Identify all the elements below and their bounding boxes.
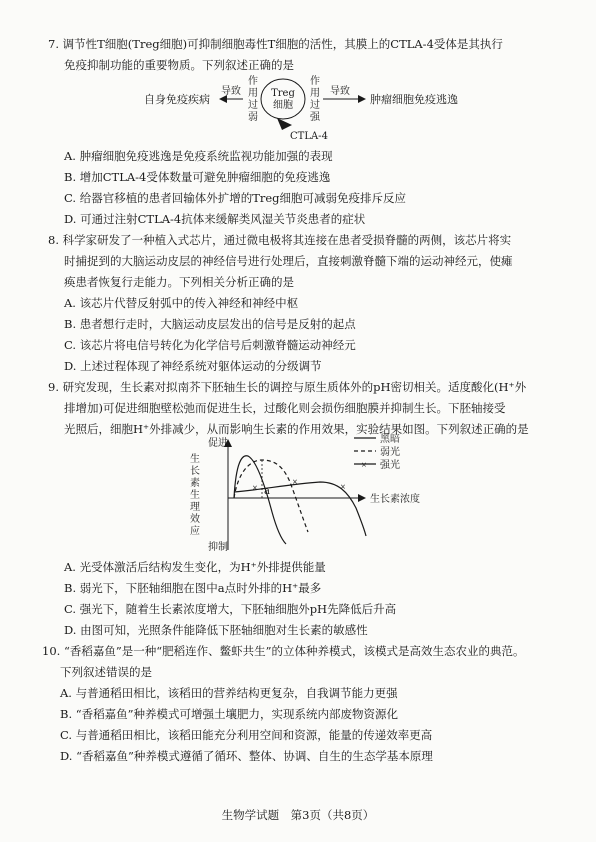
legend-weak-label: 弱光 bbox=[380, 447, 400, 458]
y-axis-char-7: 应 bbox=[190, 526, 200, 537]
q8-stem-line-3: 痪患者恢复行走能力。下列相关分析正确的是 bbox=[64, 275, 294, 289]
right-vertical-3: 过 bbox=[310, 100, 320, 111]
auxin-effect-chart bbox=[180, 432, 440, 557]
treg-cell-circle bbox=[261, 79, 305, 119]
q10-stem-line-1: 10. “香稻嘉鱼”是一种“肥稻连作、鳖虾共生”的立体种养模式，该模式是高效生态农业的典范。 bbox=[42, 644, 525, 658]
legend-strong-mark: × bbox=[361, 461, 367, 469]
diagram-left-label: 自身免疫疾病 bbox=[144, 93, 210, 106]
q9-option-a: A. 光受体激活后结构发生变化，为H⁺外排提供能量 bbox=[64, 560, 326, 574]
q10-option-b: B. “香稻嘉鱼”种养模式可增强土壤肥力，实现系统内部废物资源化 bbox=[60, 707, 399, 721]
q8-option-c: C. 该芯片将电信号转化为化学信号后刺激脊髓运动神经元 bbox=[64, 338, 356, 352]
right-vertical-1: 作 bbox=[310, 76, 320, 87]
treg-label-1: Treg bbox=[271, 88, 295, 99]
treg-label-2: 细胞 bbox=[273, 100, 293, 111]
strong-mark-3: × bbox=[340, 483, 346, 491]
legend-strong-label: 强光 bbox=[380, 460, 400, 471]
strong-mark-2: × bbox=[292, 478, 298, 486]
q9-option-b: B. 弱光下，下胚轴细胞在图中a点时外排的H⁺最多 bbox=[64, 581, 322, 595]
chart-x-axis-label: 生长素浓度 bbox=[370, 494, 420, 505]
y-axis-char-3: 素 bbox=[190, 478, 200, 489]
q10-option-d: D. “香稻嘉鱼”种养模式遵循了循环、整体、协调、自生的生态学基本原理 bbox=[60, 749, 433, 763]
curve-dark bbox=[234, 456, 286, 544]
q9-option-d: D. 由图可知，光照条件能降低下胚轴细胞对生长素的敏感性 bbox=[64, 623, 368, 637]
q9-stem-line-3: 光照后，细胞H⁺外排减少，从而影响生长素的作用效果，实验结果如图。下列叙述正确的是 bbox=[64, 422, 529, 436]
q10-option-a: A. 与普通稻田相比，该稻田的营养结构更复杂，自我调节能力更强 bbox=[60, 686, 398, 700]
left-vertical-2: 用 bbox=[248, 88, 258, 99]
diagram-right-arrow-label: 导致 bbox=[330, 86, 350, 97]
y-axis-char-1: 生 bbox=[190, 454, 200, 465]
q8-option-d: D. 上述过程体现了神经系统对躯体运动的分级调节 bbox=[64, 359, 322, 373]
ctla4-receptor-icon bbox=[277, 118, 292, 130]
y-axis-char-5: 理 bbox=[190, 502, 200, 513]
chart-point-a-label: a bbox=[264, 486, 270, 497]
left-vertical-4: 弱 bbox=[248, 112, 258, 123]
q9-stem-line-1: 9. 研究发现，生长素对拟南芥下胚轴生长的调控与原生质体外的pH密切相关。适度酸化(H⁺外 bbox=[48, 380, 527, 394]
q10-stem-line-2: 下列叙述错误的是 bbox=[60, 665, 152, 679]
q8-stem-line-1: 8. 科学家研发了一种植入式芯片，通过微电极将其连接在患者受损脊髓的两侧，该芯片将实 bbox=[48, 233, 512, 247]
q7-stem-line-1: 7. 调节性T细胞(Treg细胞)可抑制细胞毒性T细胞的活性，其膜上的CTLA-4受体是其执行 bbox=[48, 37, 503, 51]
chart-y-bottom-label: 抑制 bbox=[208, 542, 228, 553]
right-vertical-4: 强 bbox=[310, 112, 320, 123]
q10-option-c: C. 与普通稻田相比，该稻田能充分利用空间和资源，能量的传递效率更高 bbox=[60, 728, 433, 742]
page-footer: 生物学试题 第3页（共8页） bbox=[221, 808, 375, 822]
q9-stem-line-2: 排增加)可促进细胞壁松弛而促进生长，过酸化则会损伤细胞膜并抑制生长。下胚轴接受 bbox=[64, 401, 506, 415]
chart-y-top-label: 促进 bbox=[208, 438, 228, 449]
strong-mark-1: × bbox=[252, 484, 258, 492]
right-vertical-2: 用 bbox=[310, 88, 320, 99]
q7-option-a: A. 肿瘤细胞免疫逃逸是免疫系统监视功能加强的表现 bbox=[64, 149, 333, 163]
left-vertical-3: 过 bbox=[248, 100, 258, 111]
q7-stem-line-2: 免疫抑制功能的重要物质。下列叙述正确的是 bbox=[64, 58, 294, 72]
y-axis-char-4: 生 bbox=[190, 490, 200, 501]
q8-stem-line-2: 时捕捉到的大脑运动皮层的神经信号进行处理后，直接刺激脊髓下端的运动神经元，使瘫 bbox=[64, 254, 513, 268]
q7-option-b: B. 增加CTLA-4受体数量可避免肿瘤细胞的免疫逃逸 bbox=[64, 170, 331, 184]
diagram-right-label: 肿瘤细胞免疫逃逸 bbox=[370, 93, 458, 106]
q8-option-b: B. 患者想行走时，大脑运动皮层发出的信号是反射的起点 bbox=[64, 317, 356, 331]
diagram-left-arrow-label: 导致 bbox=[221, 86, 241, 97]
y-axis-char-2: 长 bbox=[190, 466, 200, 477]
y-axis-char-6: 效 bbox=[190, 514, 200, 525]
legend-dark-label: 黑暗 bbox=[380, 434, 400, 445]
q7-option-c: C. 给器官移植的患者回输体外扩增的Treg细胞可减弱免疫排斥反应 bbox=[64, 191, 407, 205]
left-vertical-1: 作 bbox=[248, 76, 258, 87]
ctla4-label: CTLA-4 bbox=[290, 131, 328, 142]
q8-option-a: A. 该芯片代替反射弧中的传入神经和神经中枢 bbox=[64, 296, 299, 310]
treg-diagram bbox=[140, 72, 480, 144]
q7-option-d: D. 可通过注射CTLA-4抗体来缓解类风湿关节炎患者的症状 bbox=[64, 212, 366, 226]
curve-weak-light bbox=[234, 460, 308, 532]
q9-option-c: C. 强光下，随着生长素浓度增大，下胚轴细胞外pH先降低后升高 bbox=[64, 602, 397, 616]
